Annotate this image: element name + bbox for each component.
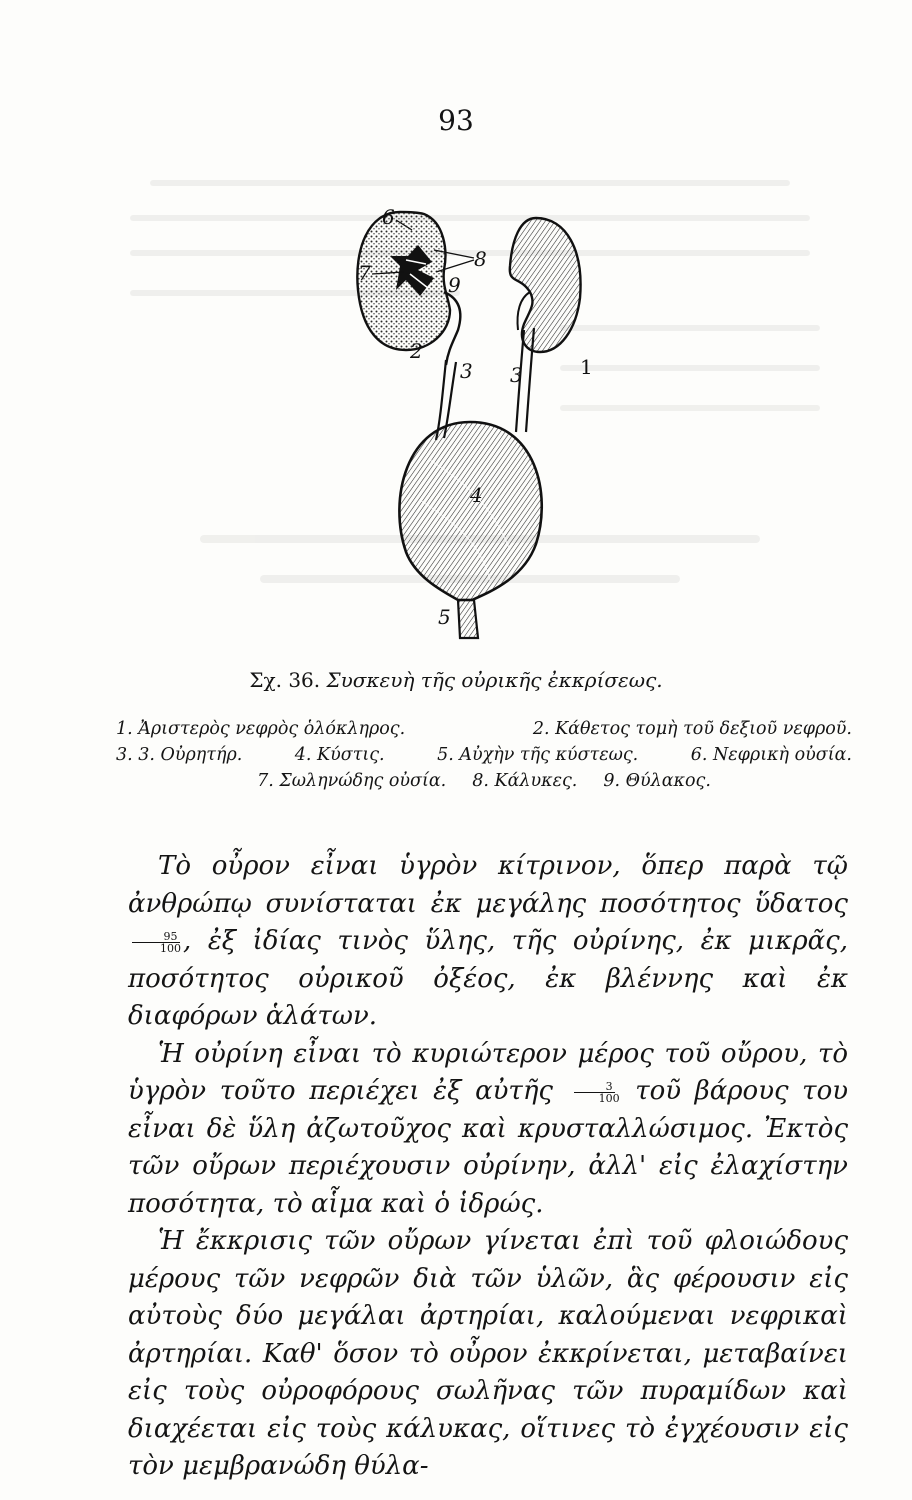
page-number: 93 [438, 104, 474, 137]
label-7: 7 [358, 261, 371, 285]
legend-item: 5. Αὐχὴν τῆς κύστεως. [437, 745, 639, 765]
label-5: 5 [438, 605, 451, 629]
legend-item: 4. Κύστις. [294, 745, 385, 765]
label-3-right: 3 [510, 363, 523, 387]
fraction: $\frac{3}{100}$ [569, 1081, 620, 1104]
paragraph: Ἡ ἔκκρισις τῶν οὔρων γίνεται ἐπὶ τοῦ φλοιώδους μέρους τῶν νεφρῶν διὰ τῶν ὑλῶν, ἃς φέρουσιν εἰς αὐτοὺς δύο μεγάλαι ἀρτηρίαι, καλούμεναι νεφρικαὶ ἀρτηρίαι. Καθ' ὅσον τὸ οὖρον ἐκκρίνεται, μεταβαίνει εἰς τοὺς οὐροφόρους σωλῆνας τῶν πυραμίδων καὶ διαχέεται εἰς τοὺς κάλυκας, οἵτινες τὸ ἐγχέουσιν εἰς τὸν μεμβρανώδη θύλα- [128, 1226, 848, 1481]
fraction: $\frac{95}{100}$ [130, 931, 181, 954]
urinary-system-figure [340, 200, 600, 650]
figure-legend [116, 716, 852, 794]
label-9: 9 [448, 273, 461, 297]
bladder [399, 422, 541, 638]
label-8: 8 [474, 247, 487, 271]
legend-item: 1. Ἀριστερὸς νεφρὸς ὁλόκληρος. [116, 719, 406, 739]
legend-item: 8. Κάλυκες. [472, 771, 578, 791]
legend-item: 9. Θύλακος. [603, 771, 711, 791]
label-3-left: 3 [460, 359, 473, 383]
figure-caption [0, 668, 912, 692]
legend-item: 2. Κάθετος τομὴ τοῦ δεξιοῦ νεφροῦ. [532, 719, 852, 739]
legend-item: 3. 3. Οὐρητήρ. [116, 745, 243, 765]
paragraph: Τὸ οὖρον εἶναι ὑγρὸν κίτρινον, ὅπερ παρὰ τῷ ἀνθρώπῳ συνίσταται ἐκ μεγάλης ποσότητος ὕδατος $\frac{95}{100}$ , ἐξ ἰδίας τινὸς ὕλης, τῆς οὐρίνης, ἐκ μικρᾶς, ποσότητος οὐρικοῦ ὀξέος, ἐκ βλέννης καὶ ἐκ διαφόρων ἁλάτων. [128, 851, 848, 1031]
sectioned-kidney [357, 212, 460, 365]
label-6: 6 [382, 205, 395, 229]
whole-kidney [510, 218, 581, 352]
legend-item: 6. Νεφρικὴ οὐσία. [690, 745, 852, 765]
label-2: 2 [410, 339, 423, 363]
label-1: 1 [580, 355, 593, 379]
body-text [128, 848, 848, 1486]
legend-item: 7. Σωληνώδης οὐσία. [257, 771, 447, 791]
label-4: 4 [470, 483, 483, 507]
figure-title: Συσκευὴ τῆς οὐρικῆς ἐκκρίσεως. [326, 668, 663, 692]
paragraph: Ἡ οὐρίνη εἶναι τὸ κυριώτερον μέρος τοῦ οὔρου, τὸ ὑγρὸν τοῦτο περιέχει ἐξ αὐτῆς $\frac{3}{100}$ τοῦ βάρους του εἶναι δὲ ὕλη ἀζωτοῦχος καὶ κρυσταλλώσιμος. Ἐκτὸς τῶν οὔρων περιέχουσιν οὐρίνην, ἀλλ' εἰς ἐλαχίστην ποσότητα, τὸ αἷμα καὶ ὁ ἱδρώς. [128, 1038, 849, 1219]
figure-number: Σχ. 36. [249, 668, 321, 692]
